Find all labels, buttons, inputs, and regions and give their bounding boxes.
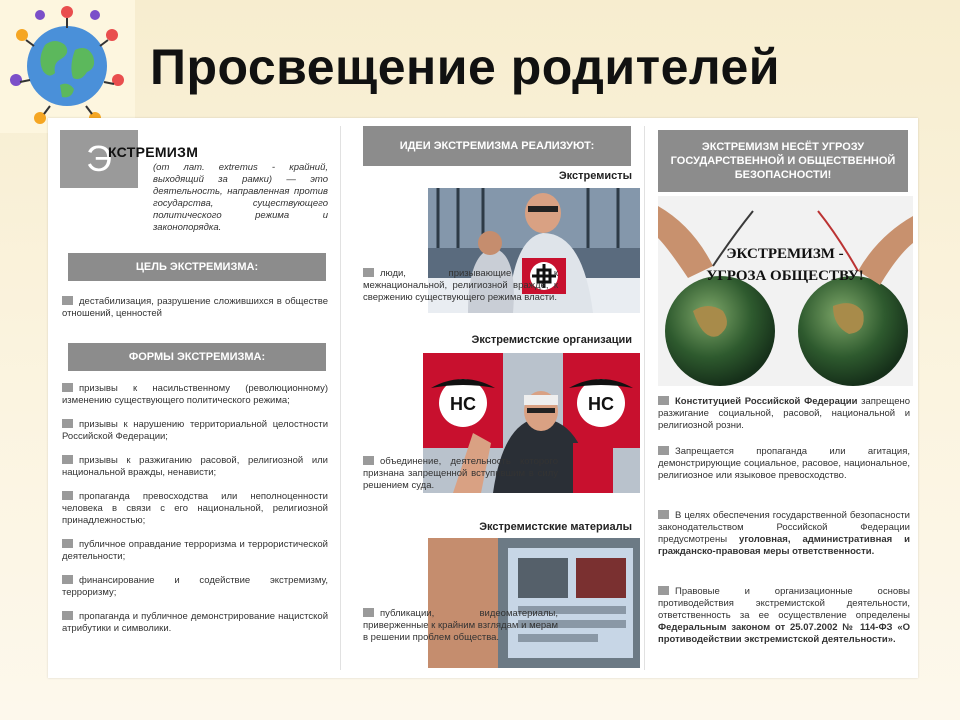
list-item: призывы к насильственному (революционному) изменению существующего политического режима; bbox=[62, 383, 328, 406]
extremism-heading: КСТРЕМИЗМ bbox=[108, 144, 199, 160]
children-around-globe-icon bbox=[0, 0, 135, 133]
bullet-square-icon bbox=[62, 611, 73, 620]
list-item: пропаганда и публичное демонстрирование нацистской атрибутики и символики. bbox=[62, 611, 328, 634]
forms-title: ФОРМЫ ЭКСТРЕМИЗМА: bbox=[68, 343, 326, 371]
bullet-square-icon bbox=[62, 455, 73, 464]
big-letter: Э bbox=[60, 130, 138, 188]
banner-letters: НС bbox=[588, 394, 614, 414]
bullet-square-icon bbox=[658, 586, 669, 595]
materials-subtitle: Экстремистские материалы bbox=[479, 521, 632, 533]
bullet-square-icon bbox=[658, 396, 669, 405]
extremists-caption: люди, призывающие к межнациональной, религиозной вражде, к свержению существующего режима власти. bbox=[363, 268, 558, 303]
bullet-square-icon bbox=[363, 268, 374, 277]
column-implementers bbox=[348, 118, 638, 678]
constitution-paragraph: Конституцией Российской Федерации запрещено разжигание социальной, расовой, национальной и религиозной розни. bbox=[658, 396, 911, 431]
bullet-square-icon bbox=[62, 296, 73, 305]
poster-line-2: УГРОЗА ОБЩЕСТВУ! bbox=[706, 268, 864, 284]
bullet-square-icon bbox=[62, 419, 73, 428]
list-item: пропаганда превосходства или неполноценности человека в связи с его национальной, религиозной принадлежностью; bbox=[62, 491, 328, 526]
goal-item bbox=[62, 296, 328, 320]
logo bbox=[0, 0, 135, 133]
column-threat bbox=[648, 118, 918, 678]
fold-line bbox=[644, 126, 645, 670]
responsibility-paragraph: В целях обеспечения государственной безопасности законодательством Российской Федерации предусмотрены уголовная, административная и гражданско-правовая меры ответственности. bbox=[658, 510, 910, 557]
materials-caption: публикации, видеоматериалы, приверженные к крайним взглядам и мерам в решении проблем общества. bbox=[363, 608, 558, 643]
materials-photo bbox=[428, 538, 640, 668]
bullet-square-icon bbox=[363, 608, 374, 617]
list-item: призывы к нарушению территориальной целостности Российской Федерации; bbox=[62, 419, 328, 442]
definition-text: (от лат. extremus - крайний, выходящий за рамки) — это деятельность, направленная против государства, существующего политического режима и законопорядка. bbox=[153, 162, 328, 233]
goal-text: дестабилизация, разрушение сложившихся в обществе отношений, ценностей bbox=[62, 296, 328, 319]
banner-letters: НС bbox=[450, 394, 476, 414]
list-item: публичное оправдание терроризма и террористической деятельности; bbox=[62, 539, 328, 562]
threat-poster bbox=[658, 196, 913, 386]
organizations-caption: объединение, деятельность которого признана запрещенной вступившим в силу решением суда. bbox=[363, 456, 558, 491]
bullet-square-icon bbox=[658, 446, 669, 455]
bullet-square-icon bbox=[62, 575, 73, 584]
threat-title: ЭКСТРЕМИЗМ НЕСЁТ УГРОЗУ ГОСУДАРСТВЕННОЙ И ОБЩЕСТВЕННОЙ БЕЗОПАСНОСТИ! bbox=[658, 130, 908, 192]
bullet-square-icon bbox=[658, 510, 669, 519]
goal-title: ЦЕЛЬ ЭКСТРЕМИЗМА: bbox=[68, 253, 326, 281]
list-item: финансирование и содействие экстремизму, терроризму; bbox=[62, 575, 328, 598]
list-item: призывы к разжиганию расовой, религиозной или национальной вражды, ненависти; bbox=[62, 455, 328, 478]
bullet-square-icon bbox=[363, 456, 374, 465]
bullet-square-icon bbox=[62, 383, 73, 392]
column-definition bbox=[48, 118, 333, 678]
extremists-subtitle: Экстремисты bbox=[558, 170, 632, 182]
brochure bbox=[48, 118, 918, 678]
implementers-title: ИДЕИ ЭКСТРЕМИЗМА РЕАЛИЗУЮТ: bbox=[363, 126, 631, 166]
forms-list bbox=[62, 383, 328, 647]
organizations-subtitle: Экстремистские организации bbox=[471, 334, 632, 346]
bullet-square-icon bbox=[62, 539, 73, 548]
page-title: Просвещение родителей bbox=[150, 39, 781, 95]
propaganda-paragraph: Запрещается пропаганда или агитация, демонстрирующие социальное, расовое, национальное, религиозное или языковое превосходство. bbox=[658, 446, 910, 481]
bullet-square-icon bbox=[62, 491, 73, 500]
poster-line-1: ЭКСТРЕМИЗМ - bbox=[726, 246, 844, 262]
federal-law-paragraph: Правовые и организационные основы противодействия экстремистской деятельности, ответственность за ее осуществление определены Федеральным законом от 25.07.2002 № 114-ФЗ «О противодействии экстремистской деятельности». bbox=[658, 586, 910, 645]
fold-line bbox=[340, 126, 341, 670]
